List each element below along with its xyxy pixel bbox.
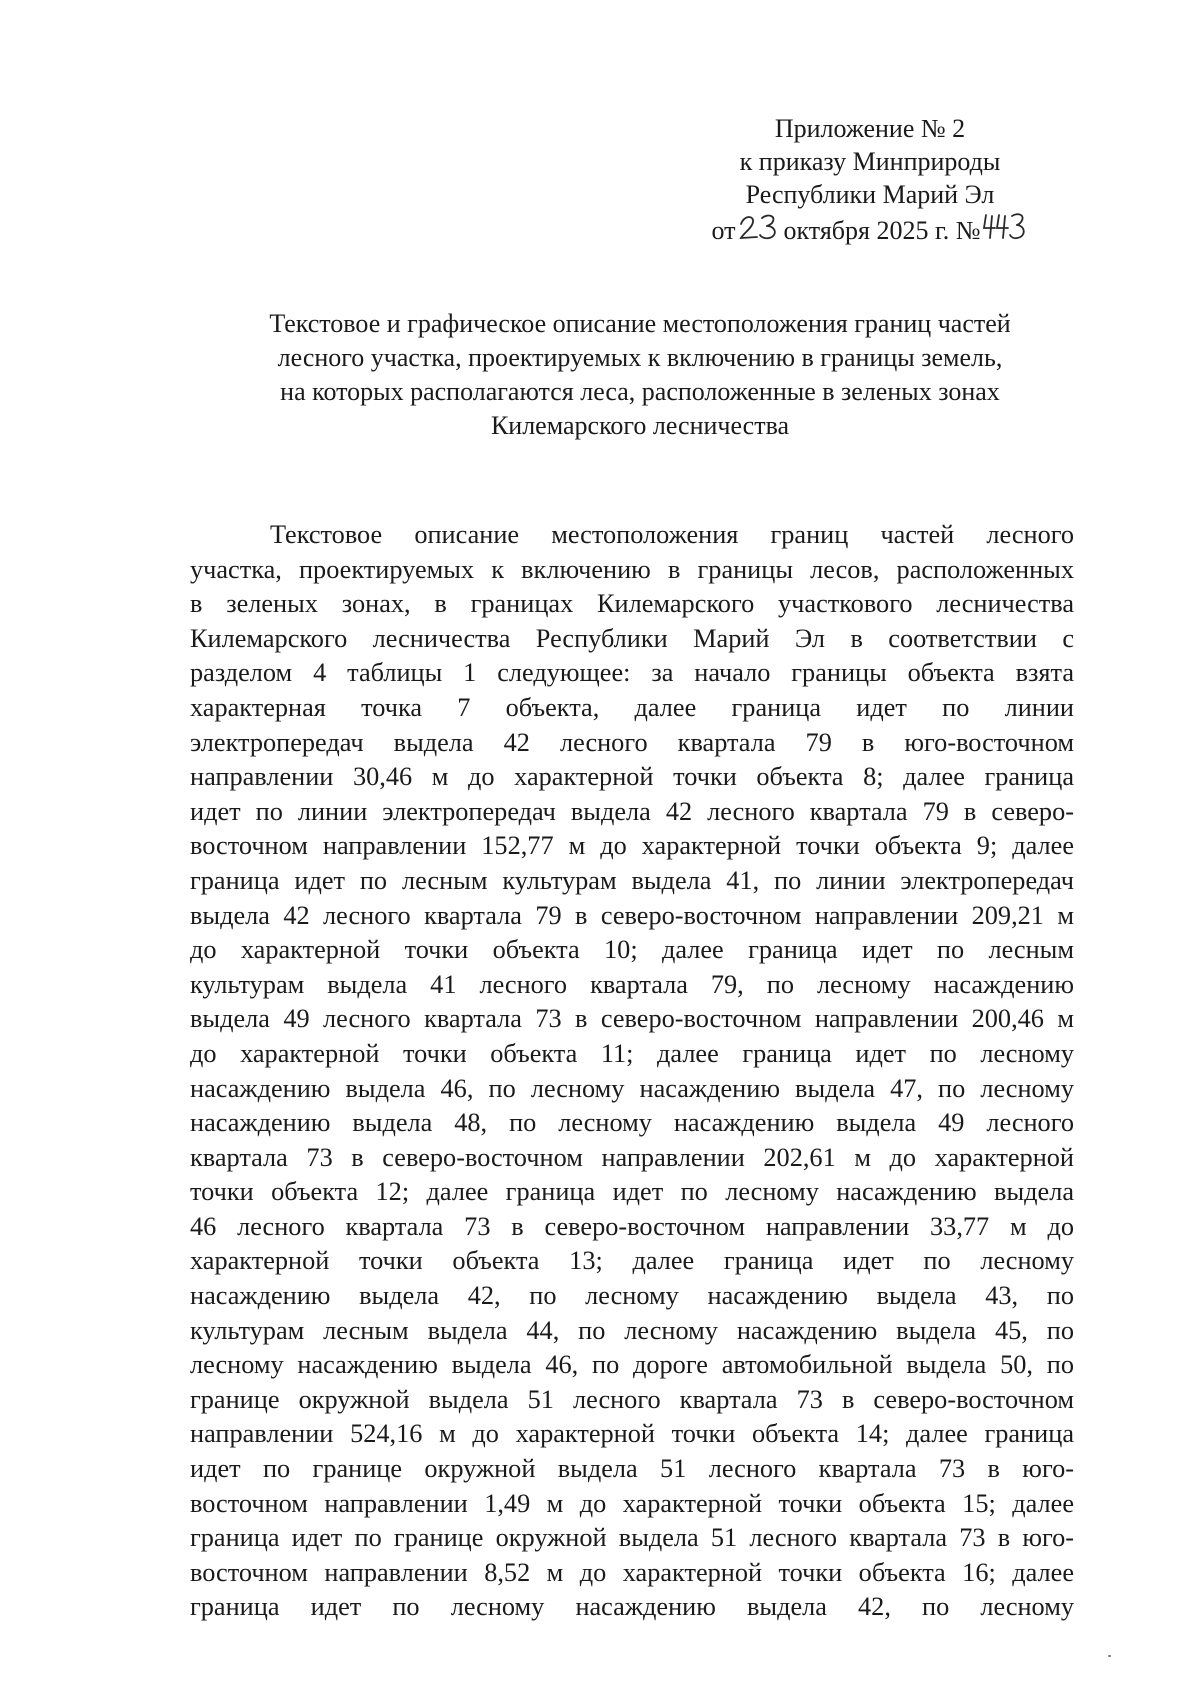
appendix-order-line: к приказу Минприроды bbox=[739, 147, 1001, 176]
title-line: на которых располагаются леса, расположенные в зеленых зонах bbox=[280, 377, 1000, 406]
appendix-header bbox=[700, 112, 1040, 247]
paragraph-line: Килемарского лесничества Республики Марий Эл в соответствии с bbox=[190, 623, 1074, 653]
paragraph-line: культурам лесным выдела 44, по лесному насаждению выдела 45, по bbox=[190, 1315, 1074, 1345]
paragraph-line: насаждению выдела 48, по лесному насаждению выдела 49 лесного bbox=[190, 1108, 1074, 1138]
paragraph-line: насаждению выдела 46, по лесному насаждению выдела 47, по лесному bbox=[190, 1073, 1074, 1103]
handwritten-order-number bbox=[983, 211, 1027, 241]
body-paragraph bbox=[190, 518, 1074, 1625]
appendix-number-line: Приложение № 2 bbox=[774, 114, 966, 143]
date-prefix: от bbox=[711, 216, 736, 245]
paragraph-line: граница идет по лесному насаждению выдела 42, по лесному bbox=[190, 1592, 1074, 1622]
paragraph-line: границе окружной выдела 51 лесного квартала 73 в северо-восточном bbox=[190, 1384, 1074, 1414]
title-line: Килемарского лесничества bbox=[490, 411, 790, 440]
document-title bbox=[200, 307, 1080, 443]
paragraph-line: до характерной точки объекта 10; далее граница идет по лесным bbox=[190, 935, 1074, 965]
handwritten-day-signature bbox=[738, 211, 782, 241]
paragraph-line: направлении 30,46 м до характерной точки объекта 8; далее граница bbox=[190, 762, 1074, 792]
paragraph-line: выдела 42 лесного квартала 79 в северо-восточном направлении 209,21 м bbox=[190, 900, 1074, 930]
scan-speck bbox=[1108, 1655, 1111, 1657]
handwritten-number-signature bbox=[983, 211, 1027, 241]
paragraph-line: восточном направлении 152,77 м до характерной точки объекта 9; далее bbox=[190, 831, 1074, 861]
paragraph-line: в зеленых зонах, в границах Килемарского участкового лесничества bbox=[190, 589, 1074, 619]
title-line: Текстовое и графическое описание местоположения границ частей bbox=[269, 309, 1011, 338]
paragraph-line: идет по линии электропередач выдела 42 лесного квартала 79 в северо- bbox=[190, 796, 1074, 826]
paragraph-line: разделом 4 таблицы 1 следующее: за начало границы объекта взята bbox=[190, 658, 1074, 688]
paragraph-line: выдела 49 лесного квартала 73 в северо-восточном направлении 200,46 м bbox=[190, 1004, 1074, 1034]
appendix-date-line bbox=[700, 211, 1040, 247]
paragraph-line: восточном направлении 1,49 м до характерной точки объекта 15; далее bbox=[190, 1488, 1074, 1518]
paragraph-line: характерная точка 7 объекта, далее граница идет по линии bbox=[190, 692, 1074, 722]
paragraph-line: квартала 73 в северо-восточном направлении 202,61 м до характерной bbox=[190, 1142, 1074, 1172]
paragraph-line: 46 лесного квартала 73 в северо-восточном направлении 33,77 м до bbox=[190, 1211, 1074, 1241]
paragraph-line: Текстовое описание местоположения границ частей лесного bbox=[270, 520, 1074, 549]
title-line: лесного участка, проектируемых к включению в границы земель, bbox=[277, 343, 1003, 372]
appendix-republic-line: Республики Марий Эл bbox=[745, 180, 995, 209]
paragraph-line: лесному насаждению выдела 46, по дороге автомобильной выдела 50, по bbox=[190, 1350, 1074, 1380]
paragraph-line: направлении 524,16 м до характерной точки объекта 14; далее граница bbox=[190, 1419, 1074, 1449]
date-month-year: октября 2025 г. № bbox=[783, 216, 981, 245]
paragraph-line: идет по границе окружной выдела 51 лесного квартала 73 в юго- bbox=[190, 1454, 1074, 1484]
paragraph-line: характерной точки объекта 13; далее граница идет по лесному bbox=[190, 1246, 1074, 1276]
paragraph-line: до характерной точки объекта 11; далее граница идет по лесному bbox=[190, 1038, 1074, 1068]
paragraph-line: восточном направлении 8,52 м до характерной точки объекта 16; далее bbox=[190, 1557, 1074, 1587]
paragraph-line: электропередач выдела 42 лесного квартала 79 в юго-восточном bbox=[190, 727, 1074, 757]
handwritten-day bbox=[738, 211, 782, 241]
paragraph-line: граница идет по границе окружной выдела 51 лесного квартала 73 в юго- bbox=[190, 1523, 1074, 1553]
paragraph-line: участка, проектируемых к включению в границы лесов, расположенных bbox=[190, 554, 1074, 584]
paragraph-line: граница идет по лесным культурам выдела 41, по линии электропередач bbox=[190, 865, 1074, 895]
paragraph-line: насаждению выдела 42, по лесному насаждению выдела 43, по bbox=[190, 1281, 1074, 1311]
paragraph-line: культурам выдела 41 лесного квартала 79, по лесному насаждению bbox=[190, 969, 1074, 999]
paragraph-line: точки объекта 12; далее граница идет по лесному насаждению выдела bbox=[190, 1177, 1074, 1207]
